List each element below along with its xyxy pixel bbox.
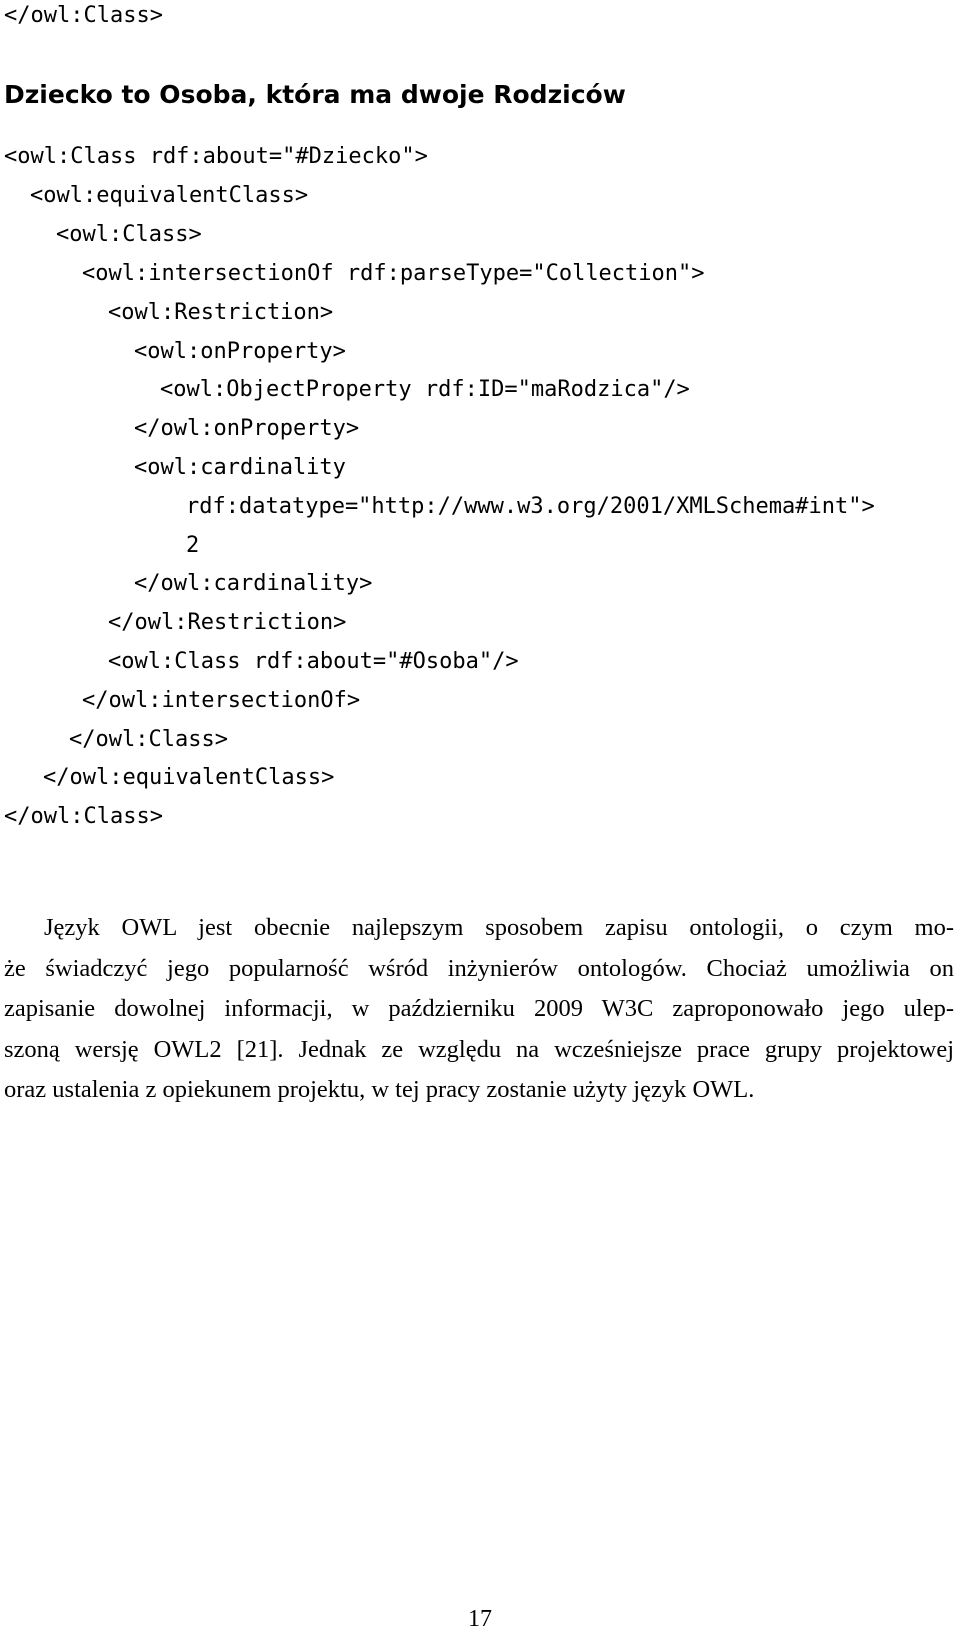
code-line: <owl:onProperty> — [134, 339, 346, 364]
code-line: <owl:Class rdf:about="#Dziecko"> — [4, 144, 428, 169]
code-line: </owl:intersectionOf> — [82, 688, 361, 713]
code-line: rdf:datatype="http://www.w3.org/2001/XMLSchema#int"> — [186, 494, 875, 519]
code-line: </owl:Restriction> — [108, 610, 347, 635]
body-paragraph — [4, 908, 954, 1111]
code-line: <owl:equivalentClass> — [30, 183, 309, 208]
code-line: <owl:intersectionOf rdf:parseType="Collection"> — [82, 261, 705, 286]
code-line: </owl:equivalentClass> — [43, 765, 335, 790]
code-line: <owl:Restriction> — [108, 300, 334, 325]
section-heading: Dziecko to Osoba, która ma dwoje Rodziców — [4, 80, 626, 109]
code-line: </owl:onProperty> — [134, 416, 360, 441]
code-line: </owl:Class> — [69, 727, 228, 752]
code-line: </owl:cardinality> — [134, 571, 373, 596]
code-line: <owl:Class> — [56, 222, 202, 247]
page-number: 17 — [468, 1606, 492, 1632]
code-line: <owl:Class rdf:about="#Osoba"/> — [108, 649, 519, 674]
code-line: <owl:cardinality — [134, 455, 346, 480]
code-line: </owl:Class> — [4, 804, 163, 829]
paragraph-line: oraz ustalenia z opiekunem projektu, w tej pracy zostanie użyty język OWL. — [4, 1076, 755, 1103]
code-line: 2 — [186, 533, 200, 558]
code-line-closing-class: </owl:Class> — [4, 3, 163, 28]
paragraph-line: że świadczyć jego popularność wśród inżynierów ontologów. Chociaż umożliwia on — [4, 954, 954, 982]
code-line: <owl:ObjectProperty rdf:ID="maRodzica"/> — [160, 377, 690, 402]
paragraph-line: zapisanie dowolnej informacji, w październiku 2009 W3C zaproponowało jego ulep- — [4, 995, 954, 1022]
paragraph-line: szoną wersję OWL2 [21]. Jednak ze względu na wcześniejsze prace grupy projektowej — [4, 1035, 954, 1063]
paragraph-line: Język OWL jest obecnie najlepszym sposobem zapisu ontologii, o czym mo- — [44, 914, 954, 941]
